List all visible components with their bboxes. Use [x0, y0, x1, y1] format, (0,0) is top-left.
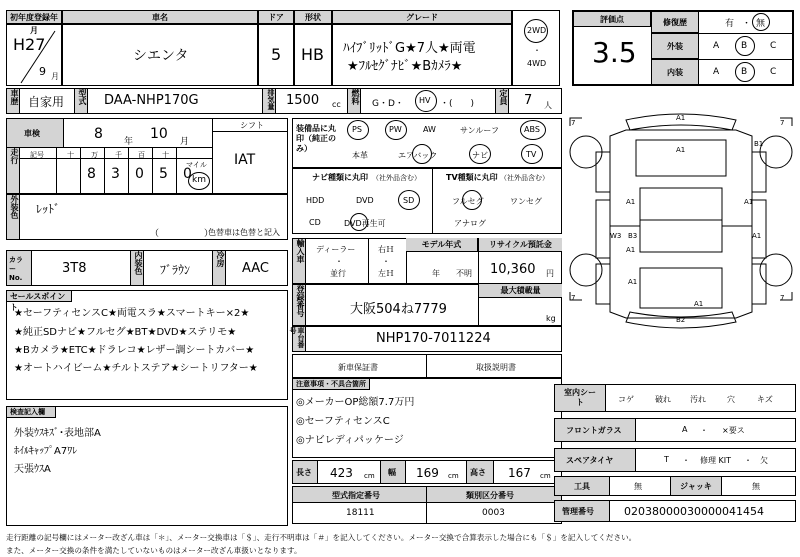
- navi-hdd: HDD: [306, 196, 325, 205]
- import-dot2: ・: [382, 257, 390, 266]
- chassis-value: NHP170-7011224: [376, 331, 491, 346]
- repair-dot: ・: [742, 19, 752, 29]
- diagram-bracket-num: 7: [780, 119, 785, 127]
- mileage-digit: 0: [183, 166, 192, 182]
- glass-dot: ・: [700, 426, 708, 435]
- drive-cell: [512, 10, 560, 86]
- fuel-other: ・( ): [440, 99, 475, 109]
- grade-label: グレード: [332, 10, 512, 24]
- doors-label: ドア: [258, 10, 294, 24]
- drive-4wd: 4WD: [527, 59, 547, 68]
- spare-t: T: [664, 455, 669, 464]
- sales-point-line: ★純正SDナビ★フルセグ★BT★DVD★ステリモ★: [14, 327, 237, 338]
- note-line: ◎ナビレディパッケージ: [296, 435, 404, 446]
- capacity-value: 7: [524, 93, 533, 108]
- color-label: 外装色: [7, 195, 19, 239]
- model-value: DAA-NHP170G: [104, 93, 199, 108]
- mileage-head-mile: マイル: [186, 161, 207, 169]
- shift-value: IAT: [234, 152, 256, 168]
- mileage-digit: 8: [87, 166, 96, 182]
- drive-dot: ・: [533, 46, 541, 55]
- height-label: 高さ: [470, 468, 486, 477]
- fuel-label: 燃料: [348, 89, 360, 113]
- interior-a: A: [713, 67, 720, 77]
- tv-oneseg: ワンセグ: [510, 197, 542, 206]
- inspector-label: 検査記入欄: [6, 406, 56, 418]
- color-note: 色替車は色替と記入: [208, 228, 280, 237]
- diagram-bracket-num: 7: [571, 294, 576, 302]
- navi-dvd: DVD: [356, 196, 374, 205]
- warranty-manual: 取扱説明書: [476, 363, 516, 372]
- damage-mark: A1: [676, 146, 686, 154]
- navi-sd: SD: [403, 196, 415, 205]
- recycle-unit: 円: [546, 269, 554, 278]
- registration-value: 大阪504ね7779: [350, 302, 447, 317]
- tv-fullseg: フルセグ: [452, 197, 484, 206]
- displacement-value: 1500: [286, 93, 320, 108]
- options-label: 装備品に丸印（純正のみ）: [296, 124, 336, 153]
- mileage-unit: km: [192, 175, 206, 185]
- mileage-head-10man: 十: [67, 151, 74, 159]
- spare-dot: ・: [682, 456, 690, 465]
- spare-none: 欠: [760, 456, 768, 465]
- navi-type-note: （社外品含む）: [372, 174, 421, 182]
- sales-point-line: ★セーフティセンスC★両電スラ★スマートキー×2★: [14, 308, 250, 319]
- import-dealer: ディーラー: [316, 245, 356, 254]
- height-unit: cm: [540, 472, 551, 480]
- warranty-new-car: 新車保証書: [338, 363, 378, 372]
- car-diagram: [566, 96, 796, 380]
- mileage-head-hyaku: 百: [138, 151, 145, 159]
- inspector-line: 天張ｳｽA: [14, 464, 51, 475]
- chassis-label: 車台番号: [293, 327, 305, 351]
- shape-cell: [294, 24, 332, 86]
- damage-mark: W3: [610, 232, 622, 240]
- car-name: シエンタ: [133, 48, 189, 64]
- shaken-year-unit: 年: [124, 137, 134, 147]
- seat-label: 室内シート: [564, 388, 596, 407]
- shape-label: 形状: [294, 10, 332, 24]
- width-unit: cm: [448, 472, 459, 480]
- first-reg-month: 9: [39, 65, 46, 78]
- sales-point-line: ★オートハイビーム★チルトステア★シートリフター★: [14, 363, 258, 374]
- ac-label: 冷房: [213, 251, 225, 285]
- diagram-bracket-num: 7: [571, 119, 576, 127]
- model-year-label: モデル年式: [406, 238, 478, 252]
- seat-item: 破れ: [655, 395, 671, 404]
- recycle-value: 10,360: [490, 262, 536, 277]
- glass-x: ×要ス: [722, 426, 745, 435]
- length-label: 長さ: [296, 468, 312, 477]
- interior-color-value: ﾌﾞﾗｳﾝ: [160, 263, 191, 277]
- glass-a: A: [682, 425, 688, 434]
- import-parallel: 並行: [330, 269, 346, 278]
- usage-value: 自家用: [28, 95, 65, 109]
- mileage-head-man: 万: [91, 151, 98, 159]
- damage-mark: B1: [754, 140, 764, 148]
- mileage-digit: 3: [111, 166, 120, 182]
- width-value: 169: [416, 466, 439, 480]
- glass-label: フロントガラス: [566, 426, 622, 435]
- diagram-bracket-num: 7: [780, 294, 785, 302]
- tools-value: 無: [634, 482, 642, 491]
- repair-no: 無: [756, 19, 766, 29]
- capacity-unit: 人: [544, 101, 552, 110]
- usage-label: 車歴: [7, 89, 19, 113]
- damage-mark: A1: [694, 300, 704, 308]
- fuel-options: G・D・: [372, 99, 404, 109]
- model-label: 型式: [75, 89, 87, 113]
- width-label: 幅: [388, 468, 396, 477]
- import-right-h: 右Ｈ: [378, 245, 394, 254]
- navi-dvd-play: DVD再生可: [344, 219, 386, 228]
- interior-color-label: 内装色: [131, 251, 143, 285]
- sales-points-label: セールスポイント: [6, 290, 72, 302]
- damage-mark: A1: [752, 232, 762, 240]
- navi-type-title: ナビ種類に丸印: [312, 173, 368, 182]
- navi-cd: CD: [309, 218, 321, 227]
- note-line: ◎セーフティセンスC: [296, 416, 390, 427]
- interior-label: 内装: [651, 59, 699, 85]
- height-value: 167: [508, 466, 531, 480]
- shaken-month-unit: 月: [180, 137, 190, 147]
- exterior-b: B: [741, 41, 748, 51]
- note-line: ◎メーカーOP総額7.7万円: [296, 397, 415, 408]
- first-reg-month-unit: 月: [51, 72, 59, 81]
- mileage-head-kigo: 記号: [30, 151, 44, 159]
- shift-label: シフト: [240, 121, 264, 130]
- footer-note-1: 走行距離の記号欄にはメーター改ざん車は「＊」、メーター交換車は「＄」、走行不明車は「＃」を記入してください。メーター交換で合算表示した場合にも「＄」を記入してください。: [6, 533, 637, 542]
- doors-value: 5: [271, 45, 282, 64]
- notes-label: 注意事項・不具合箇所: [292, 378, 370, 390]
- grade-cell: [332, 24, 512, 86]
- opt-aw: AW: [423, 125, 436, 134]
- tools-label: 工具: [574, 482, 590, 491]
- first-reg-label: 初年度登録年月: [6, 10, 62, 24]
- footer-note-2: また、メーター交換の条件を満たしていないものはメーター改ざん車扱いとなります。: [6, 546, 302, 555]
- opt-abs: ABS: [524, 125, 540, 134]
- color-no-label: カラーNo.: [9, 256, 23, 282]
- grade-line1: ﾊｲﾌﾞﾘｯﾄﾞG★7人★両電: [343, 41, 476, 56]
- max-load-label: 最大積載量: [479, 284, 562, 298]
- exterior-label: 外装: [651, 33, 699, 59]
- model-year-unknown: 不明: [456, 269, 472, 278]
- shape-value: HB: [301, 45, 325, 64]
- car-name-label: 車名: [62, 10, 258, 24]
- mileage-digit: 5: [159, 166, 168, 182]
- opt-airbag: エアバック: [398, 151, 438, 160]
- max-load-unit: kg: [546, 314, 556, 323]
- model-year-unit: 年: [432, 269, 440, 278]
- car-name-cell: [62, 24, 258, 86]
- mgmt-label: 管理番号: [562, 507, 594, 516]
- import-left-h: 左Ｈ: [378, 269, 394, 278]
- spare-dot2: ・: [744, 456, 752, 465]
- class-no-label: 類別区分番号: [466, 491, 514, 500]
- seat-item: キズ: [757, 395, 773, 404]
- length-value: 423: [330, 466, 353, 480]
- color-no-value: 3T8: [62, 261, 87, 276]
- damage-mark: B2: [676, 316, 686, 324]
- damage-mark: A1: [744, 198, 754, 206]
- row2: [6, 88, 562, 114]
- mileage-head-sen: 千: [115, 151, 122, 159]
- grade-line2: ★ﾌﾙｾｸﾞﾅﾋﾞ★Bｶﾒﾗ★: [347, 59, 463, 74]
- shaken-year: 8: [94, 126, 103, 142]
- exterior-c: C: [770, 41, 777, 51]
- damage-mark: A1: [676, 114, 686, 122]
- spare-kit: 修理 KIT: [700, 456, 732, 465]
- interior-c: C: [770, 67, 777, 77]
- sales-point-line: ★Bカメラ★ETC★ドラレコ★レザー調シートカバー★: [14, 345, 255, 356]
- ac-value: AAC: [242, 261, 269, 276]
- damage-mark: A1: [626, 198, 636, 206]
- recycle-label: リサイクル預託金: [479, 238, 562, 252]
- score-value: 3.5: [592, 36, 637, 69]
- tv-type-title: TV種類に丸印: [446, 173, 498, 182]
- drive-2wd: 2WD: [527, 26, 547, 35]
- registration-label: 登録番号: [293, 285, 305, 325]
- capacity-label: 定員: [496, 89, 508, 113]
- import-dot: ・: [335, 257, 343, 266]
- doors-cell: [258, 24, 294, 86]
- color-paren: （ ）: [150, 229, 214, 239]
- mileage-head-jyu: 十: [162, 151, 169, 159]
- type-no-label: 型式指定番号: [332, 491, 380, 500]
- interior-b: B: [741, 67, 748, 77]
- opt-navi: ナビ: [472, 151, 488, 160]
- score-label: 評価点: [573, 11, 651, 27]
- opt-ps: PS: [352, 125, 362, 134]
- opt-pw: PW: [389, 125, 402, 134]
- class-no-value: 0003: [482, 508, 505, 518]
- tv-type-note: （社外品含む）: [500, 174, 549, 182]
- first-reg-cell: [6, 24, 62, 86]
- opt-tv: TV: [526, 150, 537, 159]
- repair-label: 修復歴: [651, 11, 699, 33]
- seat-item: 穴: [727, 395, 735, 404]
- opt-leather: 本革: [352, 151, 368, 160]
- first-reg-year: H27: [13, 35, 46, 54]
- jack-value: 無: [752, 482, 760, 491]
- seat-item: 汚れ: [690, 395, 706, 404]
- import-label: 輸入車: [293, 239, 305, 283]
- damage-mark: B3: [628, 232, 638, 240]
- displacement-unit: cc: [332, 100, 341, 109]
- exterior-a: A: [713, 41, 720, 51]
- damage-mark: A1: [628, 278, 638, 286]
- color-value: ﾚｯﾄﾞ: [36, 202, 61, 216]
- seat-item: コゲ: [618, 395, 634, 404]
- shaken-month: 10: [150, 126, 168, 142]
- damage-mark: A1: [626, 246, 636, 254]
- fuel-hv: HV: [419, 96, 431, 105]
- tv-analog: アナログ: [454, 219, 486, 228]
- type-no-value: 18111: [346, 508, 375, 518]
- displacement-label: 排気量: [263, 89, 275, 113]
- inspector-line: 外装ｳｽｷｽﾞ･表地部A: [14, 428, 101, 439]
- length-unit: cm: [364, 472, 375, 480]
- inspector-line: ﾎｲﾙｷｬｯﾌﾟA7ﾜﾚ: [14, 446, 78, 457]
- repair-yes: 有: [725, 19, 735, 29]
- mileage-digit: 0: [135, 166, 144, 182]
- warranty-block: [292, 354, 562, 378]
- mileage-label: 走行: [7, 148, 19, 193]
- shaken-label: 車検: [24, 129, 40, 138]
- spare-label: スペアタイヤ: [566, 456, 614, 465]
- mgmt-value: 02038000030000041454: [624, 505, 764, 518]
- jack-label: ジャッキ: [680, 482, 712, 491]
- opt-sunroof: サンルーフ: [460, 126, 499, 135]
